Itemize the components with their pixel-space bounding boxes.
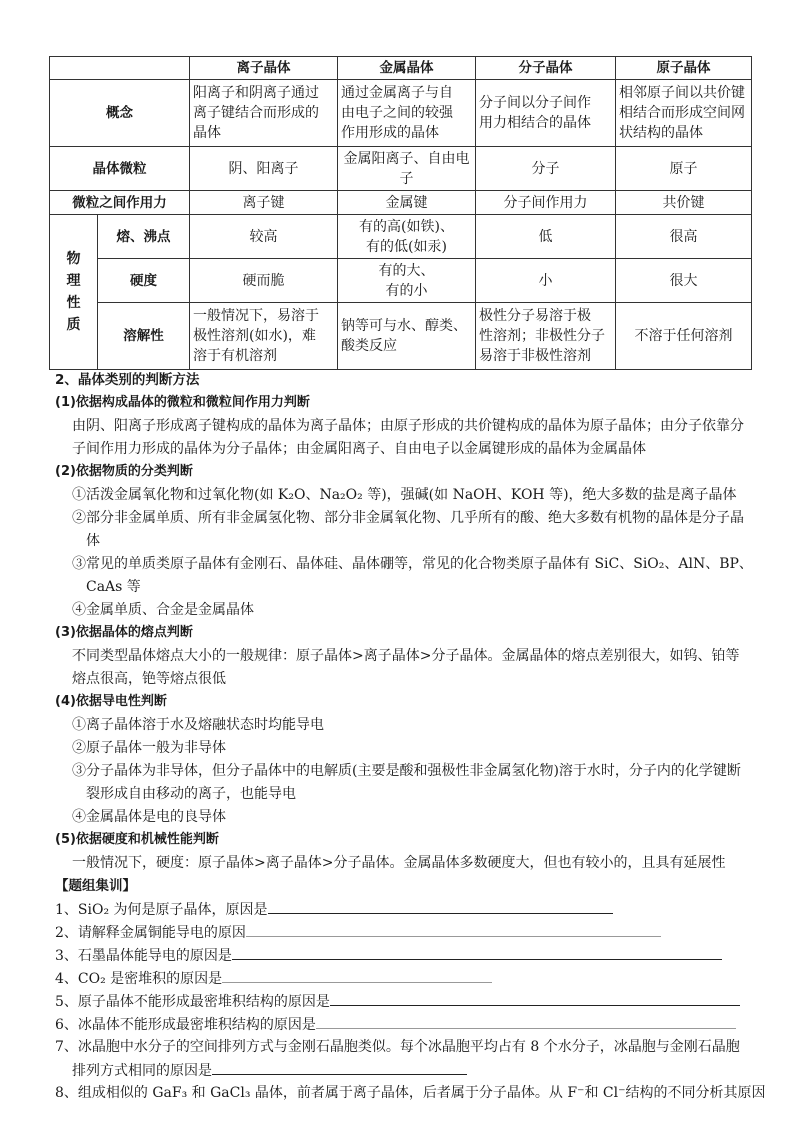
list-item-continuation: CaAs 等 xyxy=(86,579,141,595)
row-hardness xyxy=(50,259,752,303)
cell-melting-atomic: 很高 xyxy=(616,215,752,259)
question-5 xyxy=(55,991,740,1012)
cell-solubility-ionic xyxy=(190,303,338,370)
cell-hardness-molecular: 小 xyxy=(476,259,616,303)
row-group-physical xyxy=(50,215,98,370)
text-line: 溶于有机溶剂 xyxy=(193,348,277,364)
subsection-5-title: (5)依据硬度和机械性能判断 xyxy=(55,832,219,847)
cell-solubility-metallic xyxy=(338,303,476,370)
text-line: 相结合而形成空间网 xyxy=(619,105,745,121)
text-line: 有的高(如铁)、 xyxy=(359,218,454,235)
question-6 xyxy=(55,1014,736,1035)
cell-solubility-molecular xyxy=(476,303,616,370)
vertical-char: 物 xyxy=(66,251,81,267)
cell-interaction-metallic: 金属键 xyxy=(338,191,476,215)
question-1 xyxy=(55,899,613,920)
question-text: 排列方式相同的原因是 xyxy=(72,1063,212,1079)
text-line: 极性溶剂(如水)，难 xyxy=(193,328,316,344)
cell-interaction-ionic: 离子键 xyxy=(190,191,338,215)
text-line: 酸类反应 xyxy=(341,338,397,354)
list-item: ④金属晶体是电的良导体 xyxy=(72,809,226,825)
question-text: 5、原子晶体不能形成最密堆积结构的原因是 xyxy=(55,994,330,1010)
text-line: 有的低(如汞) xyxy=(366,238,447,255)
row-particles xyxy=(50,147,752,191)
table-header-row xyxy=(50,57,752,80)
subsection-4-title: (4)依据导电性判断 xyxy=(55,694,167,709)
text-line: 相邻原子间以共价键 xyxy=(619,85,745,101)
section-2-title: 2、晶体类别的判断方法 xyxy=(55,372,200,388)
list-item-continuation: 裂形成自由移动的离子，也能导电 xyxy=(86,786,296,802)
text-line: 极性分子易溶于极 xyxy=(479,308,591,324)
header-metallic: 金属晶体 xyxy=(338,57,476,80)
paragraph-line: 熔点很高，铯等熔点很低 xyxy=(72,671,226,687)
header-ionic: 离子晶体 xyxy=(190,57,338,80)
text-line: 有的小 xyxy=(385,282,428,299)
text-line: 有的大、 xyxy=(378,262,435,279)
text-line: 性溶剂；非极性分子 xyxy=(479,328,605,344)
text-line: 阳离子和阴离子通过 xyxy=(193,85,319,101)
question-text: 2、请解释金属铜能导电的原因 xyxy=(55,925,246,941)
list-item: ③常见的单质类原子晶体有金刚石、晶体硅、晶体硼等，常见的化合物类原子晶体有 SiC、SiO₂、AlN、BP、 xyxy=(72,556,753,572)
row-label-solubility: 溶解性 xyxy=(98,303,190,370)
subsection-3-title: (3)依据晶体的熔点判断 xyxy=(55,625,193,640)
question-text: 3、石墨晶体能导电的原因是 xyxy=(55,948,232,964)
cell-concept-ionic xyxy=(190,80,338,147)
text-line: 用力相结合的晶体 xyxy=(479,115,591,131)
cell-particles-atomic: 原子 xyxy=(616,147,752,191)
answer-blank[interactable] xyxy=(268,899,613,914)
cell-hardness-atomic: 很大 xyxy=(616,259,752,303)
list-item: ②原子晶体一般为非导体 xyxy=(72,740,226,756)
vertical-char: 质 xyxy=(66,317,81,333)
cell-particles-metallic xyxy=(338,147,476,191)
practice-title: 【题组集训】 xyxy=(55,878,136,894)
answer-blank[interactable] xyxy=(232,945,722,960)
cell-particles-ionic: 阴、阳离子 xyxy=(190,147,338,191)
question-8: 8、组成相似的 GaF₃ 和 GaCl₃ 晶体，前者属于离子晶体，后者属于分子晶体。从 F⁻和 Cl⁻结构的不同分析其原因 xyxy=(55,1085,766,1101)
text-line: 一般情况下，易溶于 xyxy=(193,308,319,324)
question-text: 6、冰晶体不能形成最密堆积结构的原因是 xyxy=(55,1017,316,1033)
vertical-char: 性 xyxy=(66,295,81,311)
text-line: 易溶于非极性溶剂 xyxy=(479,348,591,364)
cell-melting-ionic: 较高 xyxy=(190,215,338,259)
text-line: 分子间以分子间作 xyxy=(479,95,591,111)
cell-melting-metallic xyxy=(338,215,476,259)
question-7: 7、冰晶胞中水分子的空间排列方式与金刚石晶胞类似。每个冰晶胞平均占有 8 个水分子，冰晶胞与金刚石晶胞 xyxy=(55,1039,740,1055)
row-interaction xyxy=(50,191,752,215)
header-atomic: 原子晶体 xyxy=(616,57,752,80)
list-item: ①离子晶体溶于水及熔融状态时均能导电 xyxy=(72,717,324,733)
row-label-concept: 概念 xyxy=(50,80,190,147)
question-text: 1、SiO₂ 为何是原子晶体，原因是 xyxy=(55,902,268,918)
header-molecular: 分子晶体 xyxy=(476,57,616,80)
row-label-hardness: 硬度 xyxy=(98,259,190,303)
text-line: 晶体 xyxy=(193,125,221,141)
list-item-continuation: 体 xyxy=(86,533,100,549)
question-4 xyxy=(55,968,492,989)
cell-solubility-atomic: 不溶于任何溶剂 xyxy=(616,303,752,370)
answer-blank[interactable] xyxy=(246,922,661,937)
text-line: 子 xyxy=(399,170,414,187)
row-label-interaction: 微粒之间作用力 xyxy=(50,191,190,215)
row-concept xyxy=(50,80,752,147)
list-item: ④金属单质、合金是金属晶体 xyxy=(72,602,254,618)
cell-concept-molecular xyxy=(476,80,616,147)
question-7-continuation xyxy=(72,1060,467,1081)
cell-interaction-atomic: 共价键 xyxy=(616,191,752,215)
text-line: 作用形成的晶体 xyxy=(341,125,439,141)
paragraph-line: 子间作用力形成的晶体为分子晶体；由金属阳离子、自由电子以金属键形成的晶体为金属晶体 xyxy=(72,441,646,457)
cell-particles-molecular: 分子 xyxy=(476,147,616,191)
subsection-1-title: (1)依据构成晶体的微粒和微粒间作用力判断 xyxy=(55,395,310,410)
row-label-particles: 晶体微粒 xyxy=(50,147,190,191)
list-item: ①活泼金属氧化物和过氧化物(如 K₂O、Na₂O₂ 等)，强碱(如 NaOH、KOH 等)，绝大多数的盐是离子晶体 xyxy=(72,487,737,503)
header-corner-cell xyxy=(50,57,190,80)
paragraph-line: 一般情况下，硬度：原子晶体>离子晶体>分子晶体。金属晶体多数硬度大，但也有较小的，且具有延展性 xyxy=(72,855,726,871)
row-solubility xyxy=(50,303,752,370)
row-melting xyxy=(50,215,752,259)
answer-blank[interactable] xyxy=(316,1014,736,1029)
answer-blank[interactable] xyxy=(222,968,492,983)
cell-hardness-ionic: 硬而脆 xyxy=(190,259,338,303)
text-line: 通过金属离子与自 xyxy=(341,85,453,101)
cell-concept-metallic xyxy=(338,80,476,147)
vertical-char: 理 xyxy=(66,273,81,289)
subsection-2-title: (2)依据物质的分类判断 xyxy=(55,464,193,479)
cell-concept-atomic xyxy=(616,80,752,147)
list-item: ②部分非金属单质、所有非金属氢化物、部分非金属氧化物、几乎所有的酸、绝大多数有机物的晶体是分子晶 xyxy=(72,510,744,526)
list-item: ③分子晶体为非导体，但分子晶体中的电解质(主要是酸和强极性非金属氢化物)溶于水时，分子内的化学键断 xyxy=(72,763,741,779)
row-label-melting: 熔、沸点 xyxy=(98,215,190,259)
text-line: 钠等可与水、醇类、 xyxy=(341,318,467,334)
paragraph-line: 由阴、阳离子形成离子键构成的晶体为离子晶体；由原子形成的共价键构成的晶体为原子晶体；由分子依靠分 xyxy=(72,418,744,434)
question-text: 4、CO₂ 是密堆积的原因是 xyxy=(55,971,223,987)
paragraph-line: 不同类型晶体熔点大小的一般规律：原子晶体>离子晶体>分子晶体。金属晶体的熔点差别很大，如钨、铂等 xyxy=(72,648,740,664)
answer-blank[interactable] xyxy=(330,991,740,1006)
text-line: 金属阳离子、自由电 xyxy=(343,150,470,167)
cell-hardness-metallic xyxy=(338,259,476,303)
crystal-comparison-table xyxy=(49,56,752,370)
question-2 xyxy=(55,922,661,943)
text-line: 状结构的晶体 xyxy=(619,125,703,141)
cell-melting-molecular: 低 xyxy=(476,215,616,259)
text-line: 离子键结合而形成的 xyxy=(193,105,319,121)
answer-blank[interactable] xyxy=(212,1060,467,1075)
text-line: 由电子之间的较强 xyxy=(341,105,453,121)
cell-interaction-molecular: 分子间作用力 xyxy=(476,191,616,215)
question-3 xyxy=(55,945,722,966)
